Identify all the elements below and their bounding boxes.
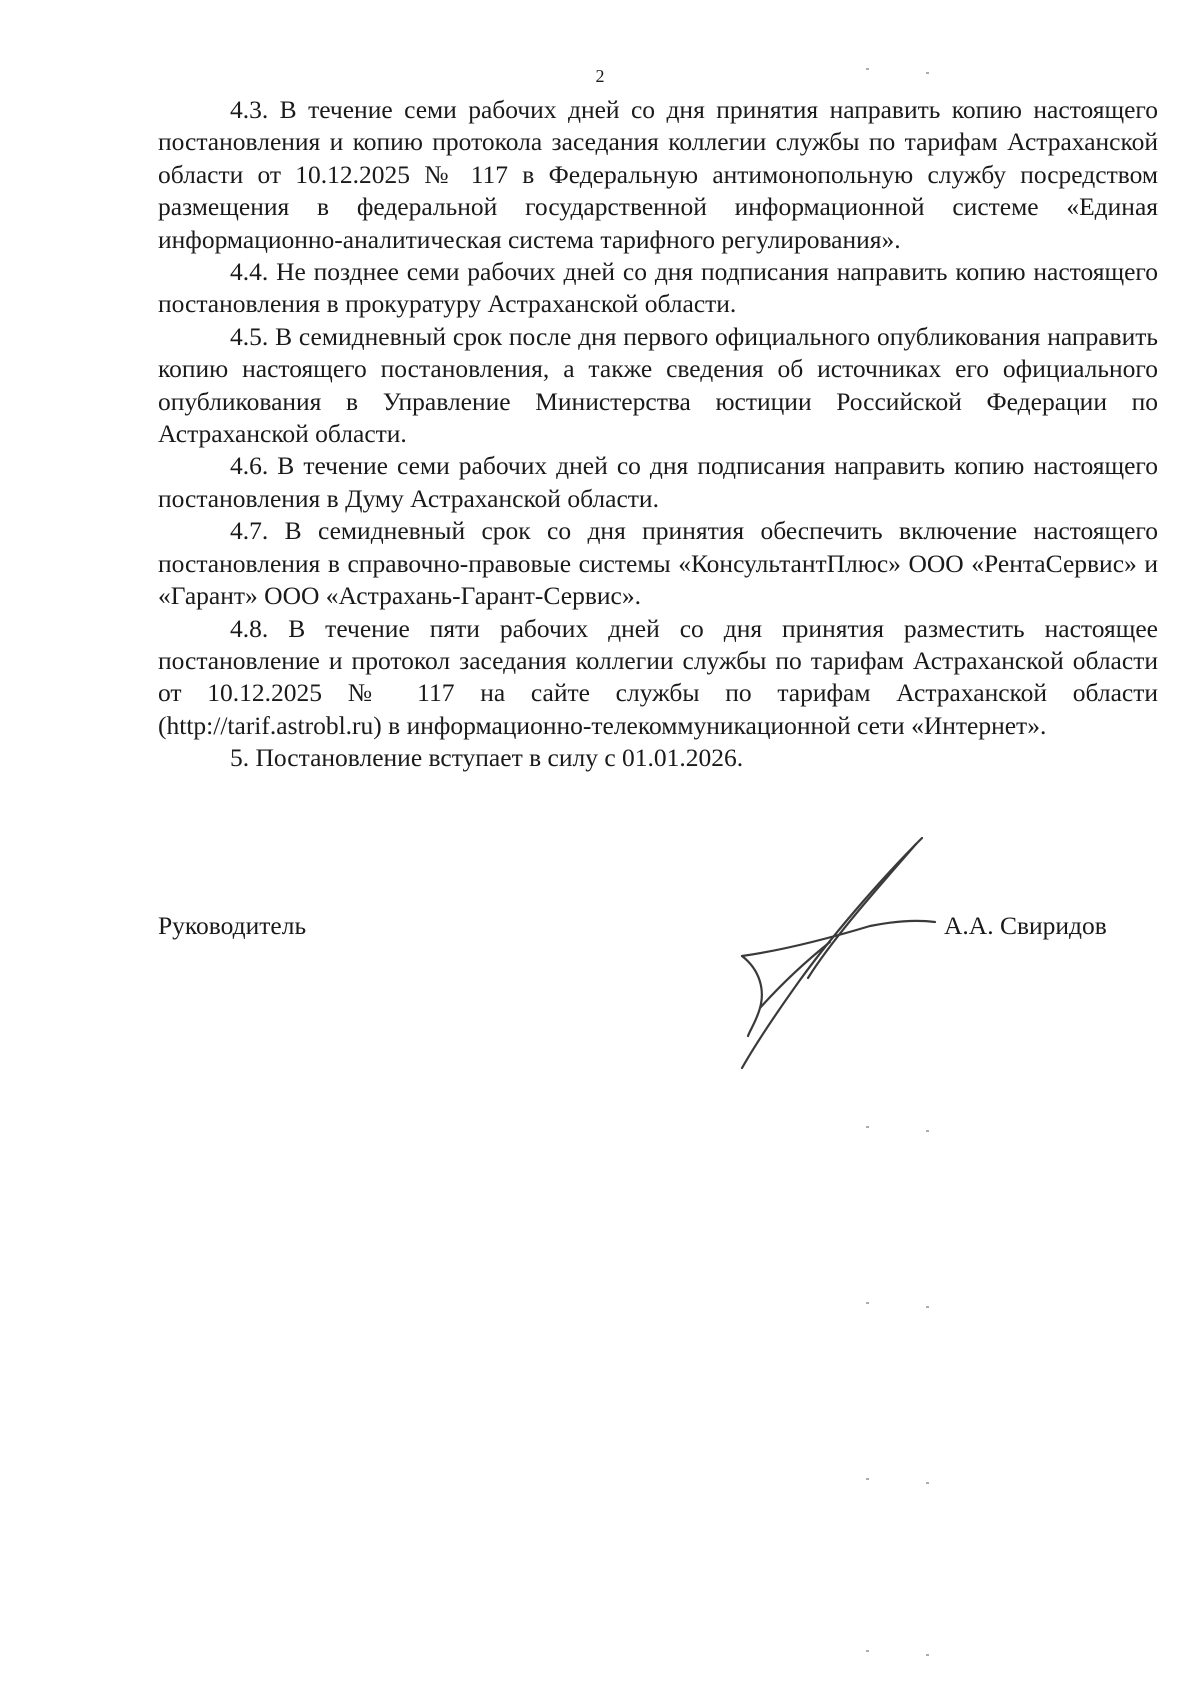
scan-speck (866, 1650, 869, 1652)
scan-speck (926, 1306, 929, 1308)
scan-speck (866, 1126, 869, 1128)
paragraph-4-6: 4.6. В течение семи рабочих дней со дня подписания направить копию настоящего постановления в Думу Астраханской области. (158, 451, 1158, 513)
scan-speck (926, 72, 929, 74)
paragraph-4-4: 4.4. Не позднее семи рабочих дней со дня подписания направить копию настоящего постановления в прокуратуру Астраханской области. (158, 257, 1158, 319)
scan-speck (926, 1654, 929, 1656)
scan-speck (926, 1130, 929, 1132)
paragraph-4-7: 4.7. В семидневный срок со дня принятия обеспечить включение настоящего постановления в справочно-правовые системы «КонсультантПлюс» ООО «РентаСервис» и «Гарант» ООО «Астрахань-Гарант-Сервис». (158, 516, 1158, 611)
signature-block (158, 910, 1158, 950)
scan-speck (866, 1302, 869, 1304)
paragraph-4-3: 4.3. В течение семи рабочих дней со дня принятия направить копию настоящего постановления и копию протокола заседания коллегии службы по тарифам Астраханской области от 10.12.2025 № 117 в Федеральную антимонопольную службу посредством размещения в федеральной государственной информационной системе «Единая информационно-аналитическая система тарифного регулирования». (158, 95, 1158, 254)
signatory-name: А.А. Свиридов (944, 911, 1107, 940)
handwritten-signature (690, 830, 940, 1070)
signatory-position: Руководитель (158, 911, 307, 940)
document-body (158, 94, 1158, 775)
page-number: 2 (595, 66, 605, 86)
paragraph-4-5: 4.5. В семидневный срок после дня первого официального опубликования направить копию настоящего постановления, а также сведения об источниках его официального опубликования в Управление Министерства юстиции Российской Федерации по Астраханской области. (158, 321, 1158, 449)
scan-speck (866, 68, 869, 70)
scan-speck (926, 1482, 929, 1484)
paragraph-4-8: 4.8. В течение пяти рабочих дней со дня принятия разместить настоящее постановление и протокол заседания коллегии службы по тарифам Астраханской области от 10.12.2025 № 117 на сайте службы по тарифам Астраханской области (http://tarif.astrobl.ru) в информационно-телекоммуникационной сети «Интернет». (158, 613, 1158, 740)
paragraph-5: 5. Постановление вступает в силу с 01.01.2026. (230, 743, 744, 773)
scan-speck (866, 1478, 869, 1480)
